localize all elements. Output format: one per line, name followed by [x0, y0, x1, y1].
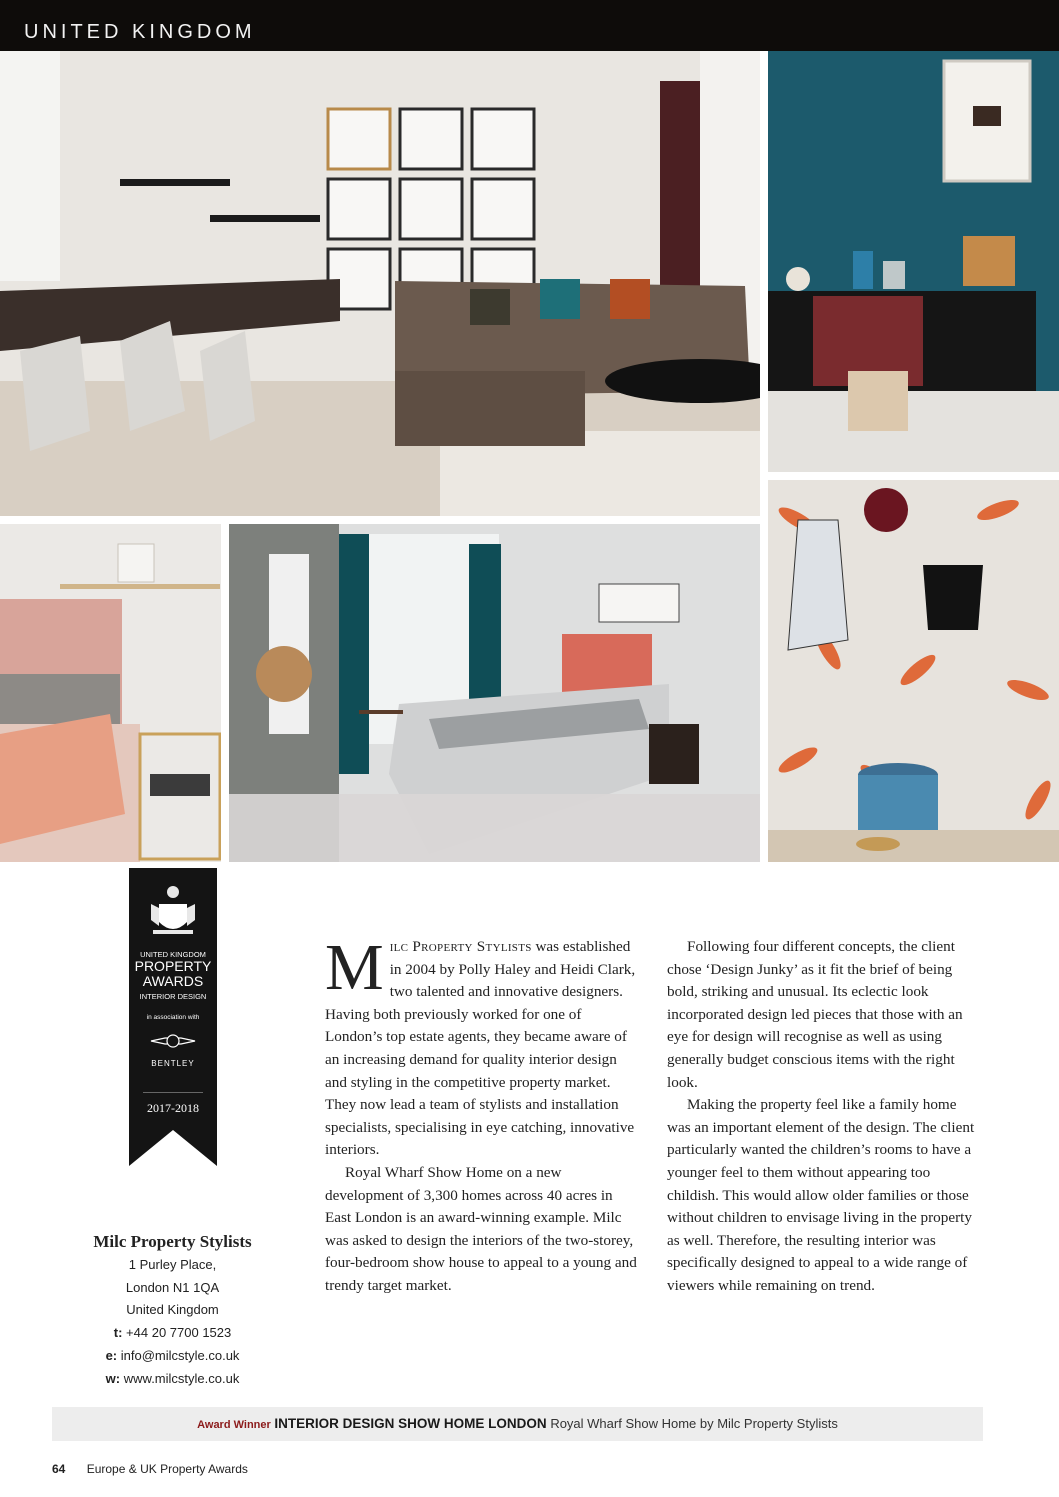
article-paragraph-1: Milc Property Stylists was established in 2004 by Polly Haley and Heidi Clark, two talented and innovative designers. Having both previously worked for one of London’s top estate agents, they became aware of an increasing demand for quality interior design and styling in the competitive property market. They now lead a team of stylists and installation specialists, specialising in eye catching, innovative interiors. — [325, 931, 636, 1159]
lead-in: ilc Property Stylists — [389, 938, 532, 955]
hallway-photo — [768, 480, 1059, 862]
award-badge — [129, 868, 217, 1168]
page-number: 64 — [52, 1462, 66, 1476]
article-paragraph-3: Following four different concepts, the client chose ‘Design Junky’ as it fit the brief of being bold, striking and unusual. Its eclectic look incorporated design led pieces that those with an eye for design will recognise as well as using generally budget conscious items with the right look. — [667, 938, 963, 1091]
badge-property: PROPERTY — [134, 958, 212, 974]
article-column-right — [667, 936, 979, 1298]
email-link[interactable]: info@milcstyle.co.uk — [120, 1347, 240, 1363]
drop-cap: M — [325, 931, 384, 1004]
living-room-photo — [0, 51, 760, 516]
contact-email: e: info@milcstyle.co.uk — [105, 1347, 240, 1363]
contact-phone: t: +44 20 7700 1523 — [113, 1325, 232, 1341]
article-paragraph-2: Royal Wharf Show Home on a new development of 3,300 homes across 40 acres in East London is an award-winning example. Milc was asked to design the interiors of the two-storey, four-bedroom show house to appeal to a young and trendy target market. — [325, 1163, 637, 1294]
company-name: Milc Property Stylists — [93, 1232, 252, 1251]
article-column-left — [325, 931, 637, 1298]
award-category: INTERIOR DESIGN SHOW HOME LONDON — [274, 1416, 547, 1431]
badge-association: in association with — [146, 1014, 200, 1021]
article-paragraph-4: Making the property feel like a family home was an important element of the design. The client particularly wanted the children’s rooms to have a younger feel to them without appearing too childish. This would allow older families or those without children to envisage living in the property as well. Therefore, the resulting interior was specifically designed to appeal to a wide range of viewers while remaining on trend. — [667, 1096, 975, 1294]
award-banner — [52, 1407, 983, 1441]
master-bedroom-photo — [229, 524, 760, 862]
website-link[interactable]: www.milcstyle.co.uk — [123, 1370, 240, 1386]
address-line-2: London N1 1QA — [125, 1279, 220, 1295]
contact-block — [60, 1230, 285, 1390]
badge-category: INTERIOR DESIGN — [139, 992, 207, 1001]
sideboard-photo — [768, 51, 1059, 472]
page-footer — [52, 1462, 248, 1476]
badge-sponsor: BENTLEY — [151, 1059, 195, 1068]
pink-bedroom-photo — [0, 524, 221, 862]
badge-years: 2017-2018 — [147, 1101, 199, 1115]
address-line-1: 1 Purley Place, — [128, 1257, 217, 1272]
award-project: Royal Wharf Show Home by Milc Property Stylists — [550, 1416, 838, 1431]
country-title: UNITED KINGDOM — [24, 21, 256, 43]
contact-website: w: www.milcstyle.co.uk — [105, 1370, 240, 1386]
publication-name: Europe & UK Property Awards — [86, 1462, 248, 1476]
award-winner-label: Award Winner — [197, 1419, 271, 1431]
badge-country: UNITED KINGDOM — [140, 950, 206, 959]
header-bar — [0, 0, 1059, 51]
badge-awards: AWARDS — [142, 973, 204, 989]
address-country: United Kingdom — [126, 1302, 219, 1318]
